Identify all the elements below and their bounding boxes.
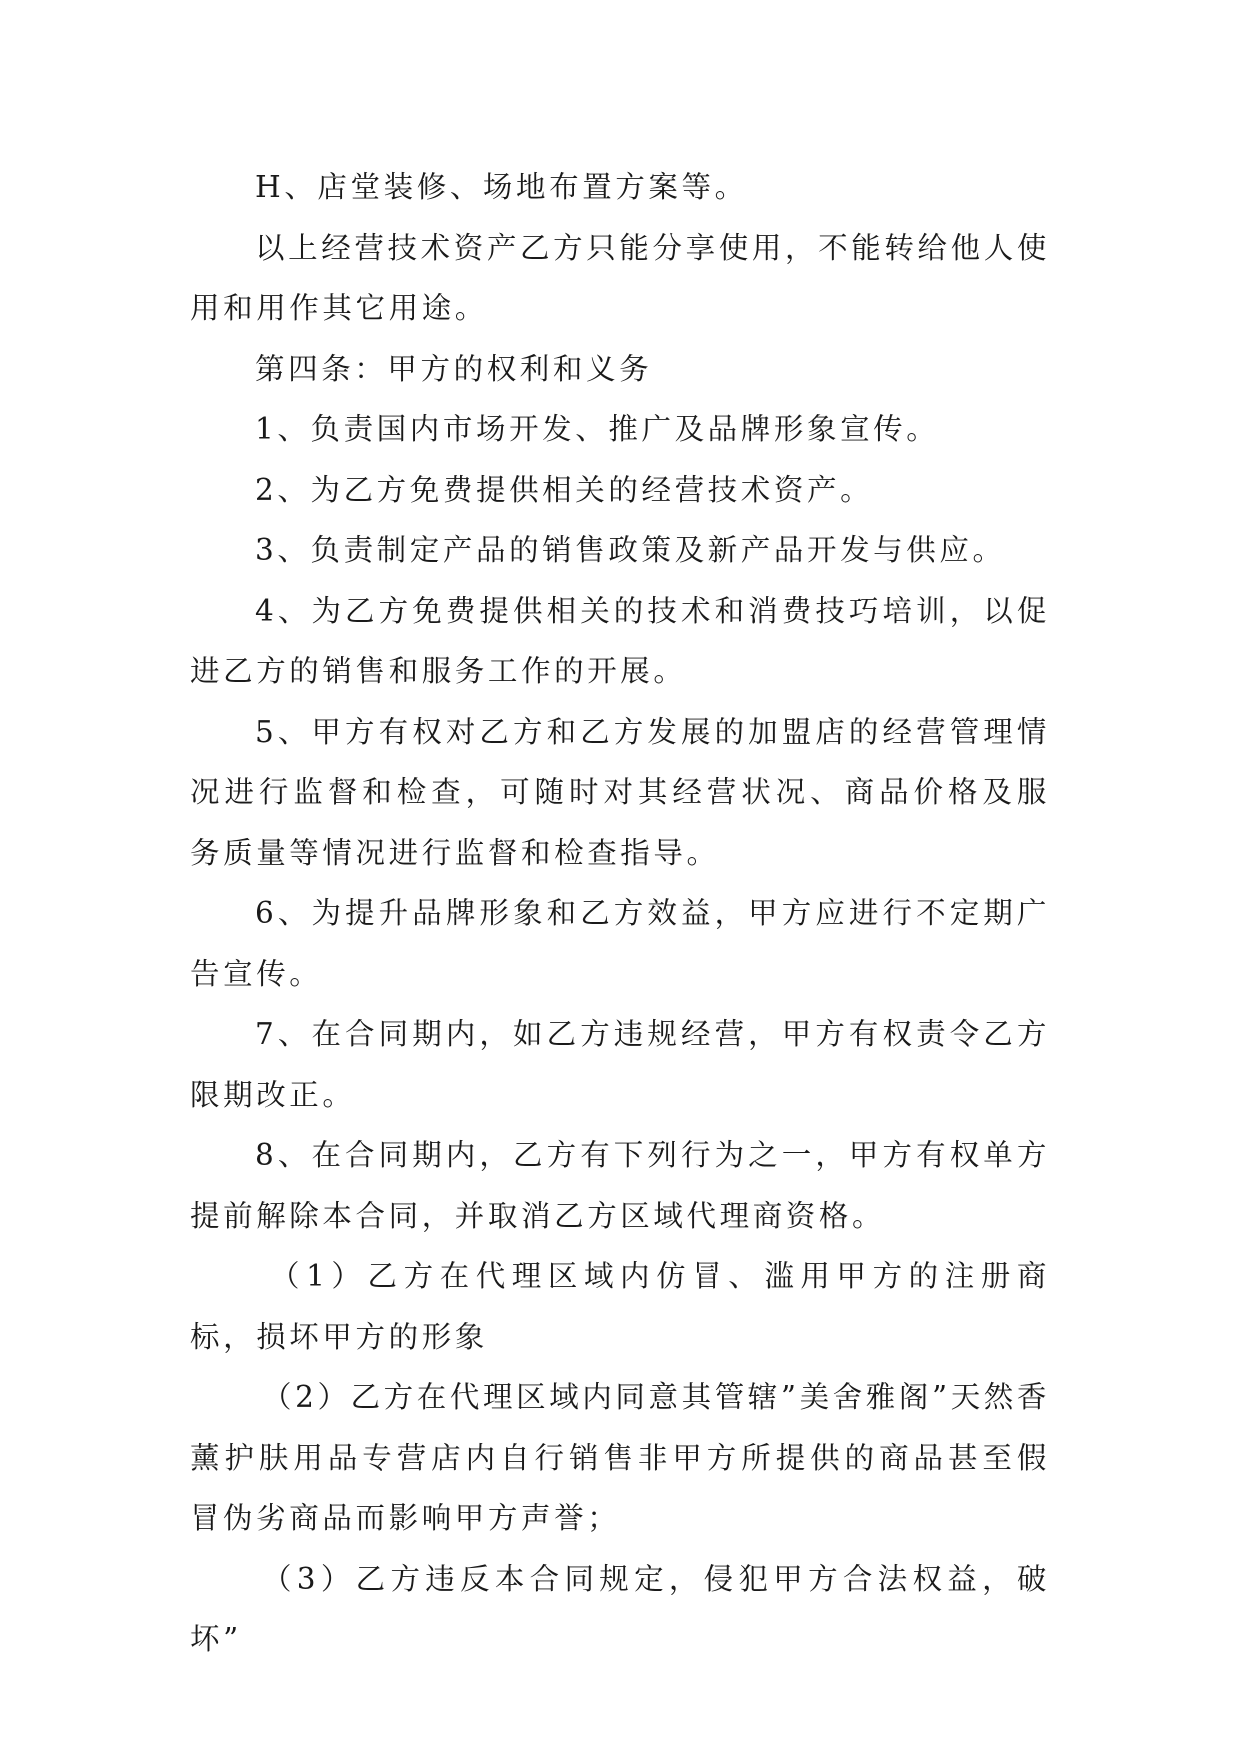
- paragraph-asset-usage: 以上经营技术资产乙方只能分享使用，不能转给他人使用和用作其它用途。: [190, 230, 1050, 325]
- paragraph-item-4: 4、为乙方免费提供相关的技术和消费技巧培训，以促进乙方的销售和服务工作的开展。: [190, 593, 1050, 688]
- paragraph-store-decoration: H、店堂装修、场地布置方案等。: [255, 170, 748, 204]
- paragraph-subitem-3: （3）乙方违反本合同规定，侵犯甲方合法权益，破坏”: [190, 1561, 1050, 1656]
- paragraph-item-5: 5、甲方有权对乙方和乙方发展的加盟店的经营管理情况进行监督和检查，可随时对其经营状况、商品价格及服务质量等情况进行监督和检查指导。: [190, 714, 1050, 870]
- paragraph-item-3: 3、负责制定产品的销售政策及新产品开发与供应。: [255, 533, 1006, 567]
- paragraph-subitem-1: （1）乙方在代理区域内仿冒、滥用甲方的注册商标，损坏甲方的形象: [190, 1259, 1050, 1354]
- paragraph-item-1: 1、负责国内市场开发、推广及品牌形象宣传。: [255, 412, 940, 446]
- section-heading-article-4: 第四条：甲方的权利和义务: [255, 351, 653, 386]
- document-body: [190, 157, 1050, 1670]
- paragraph-item-8: 8、在合同期内，乙方有下列行为之一，甲方有权单方提前解除本合同，并取消乙方区域代理商资格。: [190, 1138, 1050, 1233]
- paragraph-subitem-2: （2）乙方在代理区域内同意其管辖”美舍雅阁”天然香薰护肤用品专营店内自行销售非甲方所提供的商品甚至假冒伪劣商品而影响甲方声誉；: [190, 1380, 1050, 1535]
- paragraph-item-6: 6、为提升品牌形象和乙方效益，甲方应进行不定期广告宣传。: [190, 896, 1050, 991]
- paragraph-item-2: 2、为乙方免费提供相关的经营技术资产。: [255, 472, 874, 507]
- paragraph-item-7: 7、在合同期内，如乙方违规经营，甲方有权责令乙方限期改正。: [190, 1017, 1050, 1112]
